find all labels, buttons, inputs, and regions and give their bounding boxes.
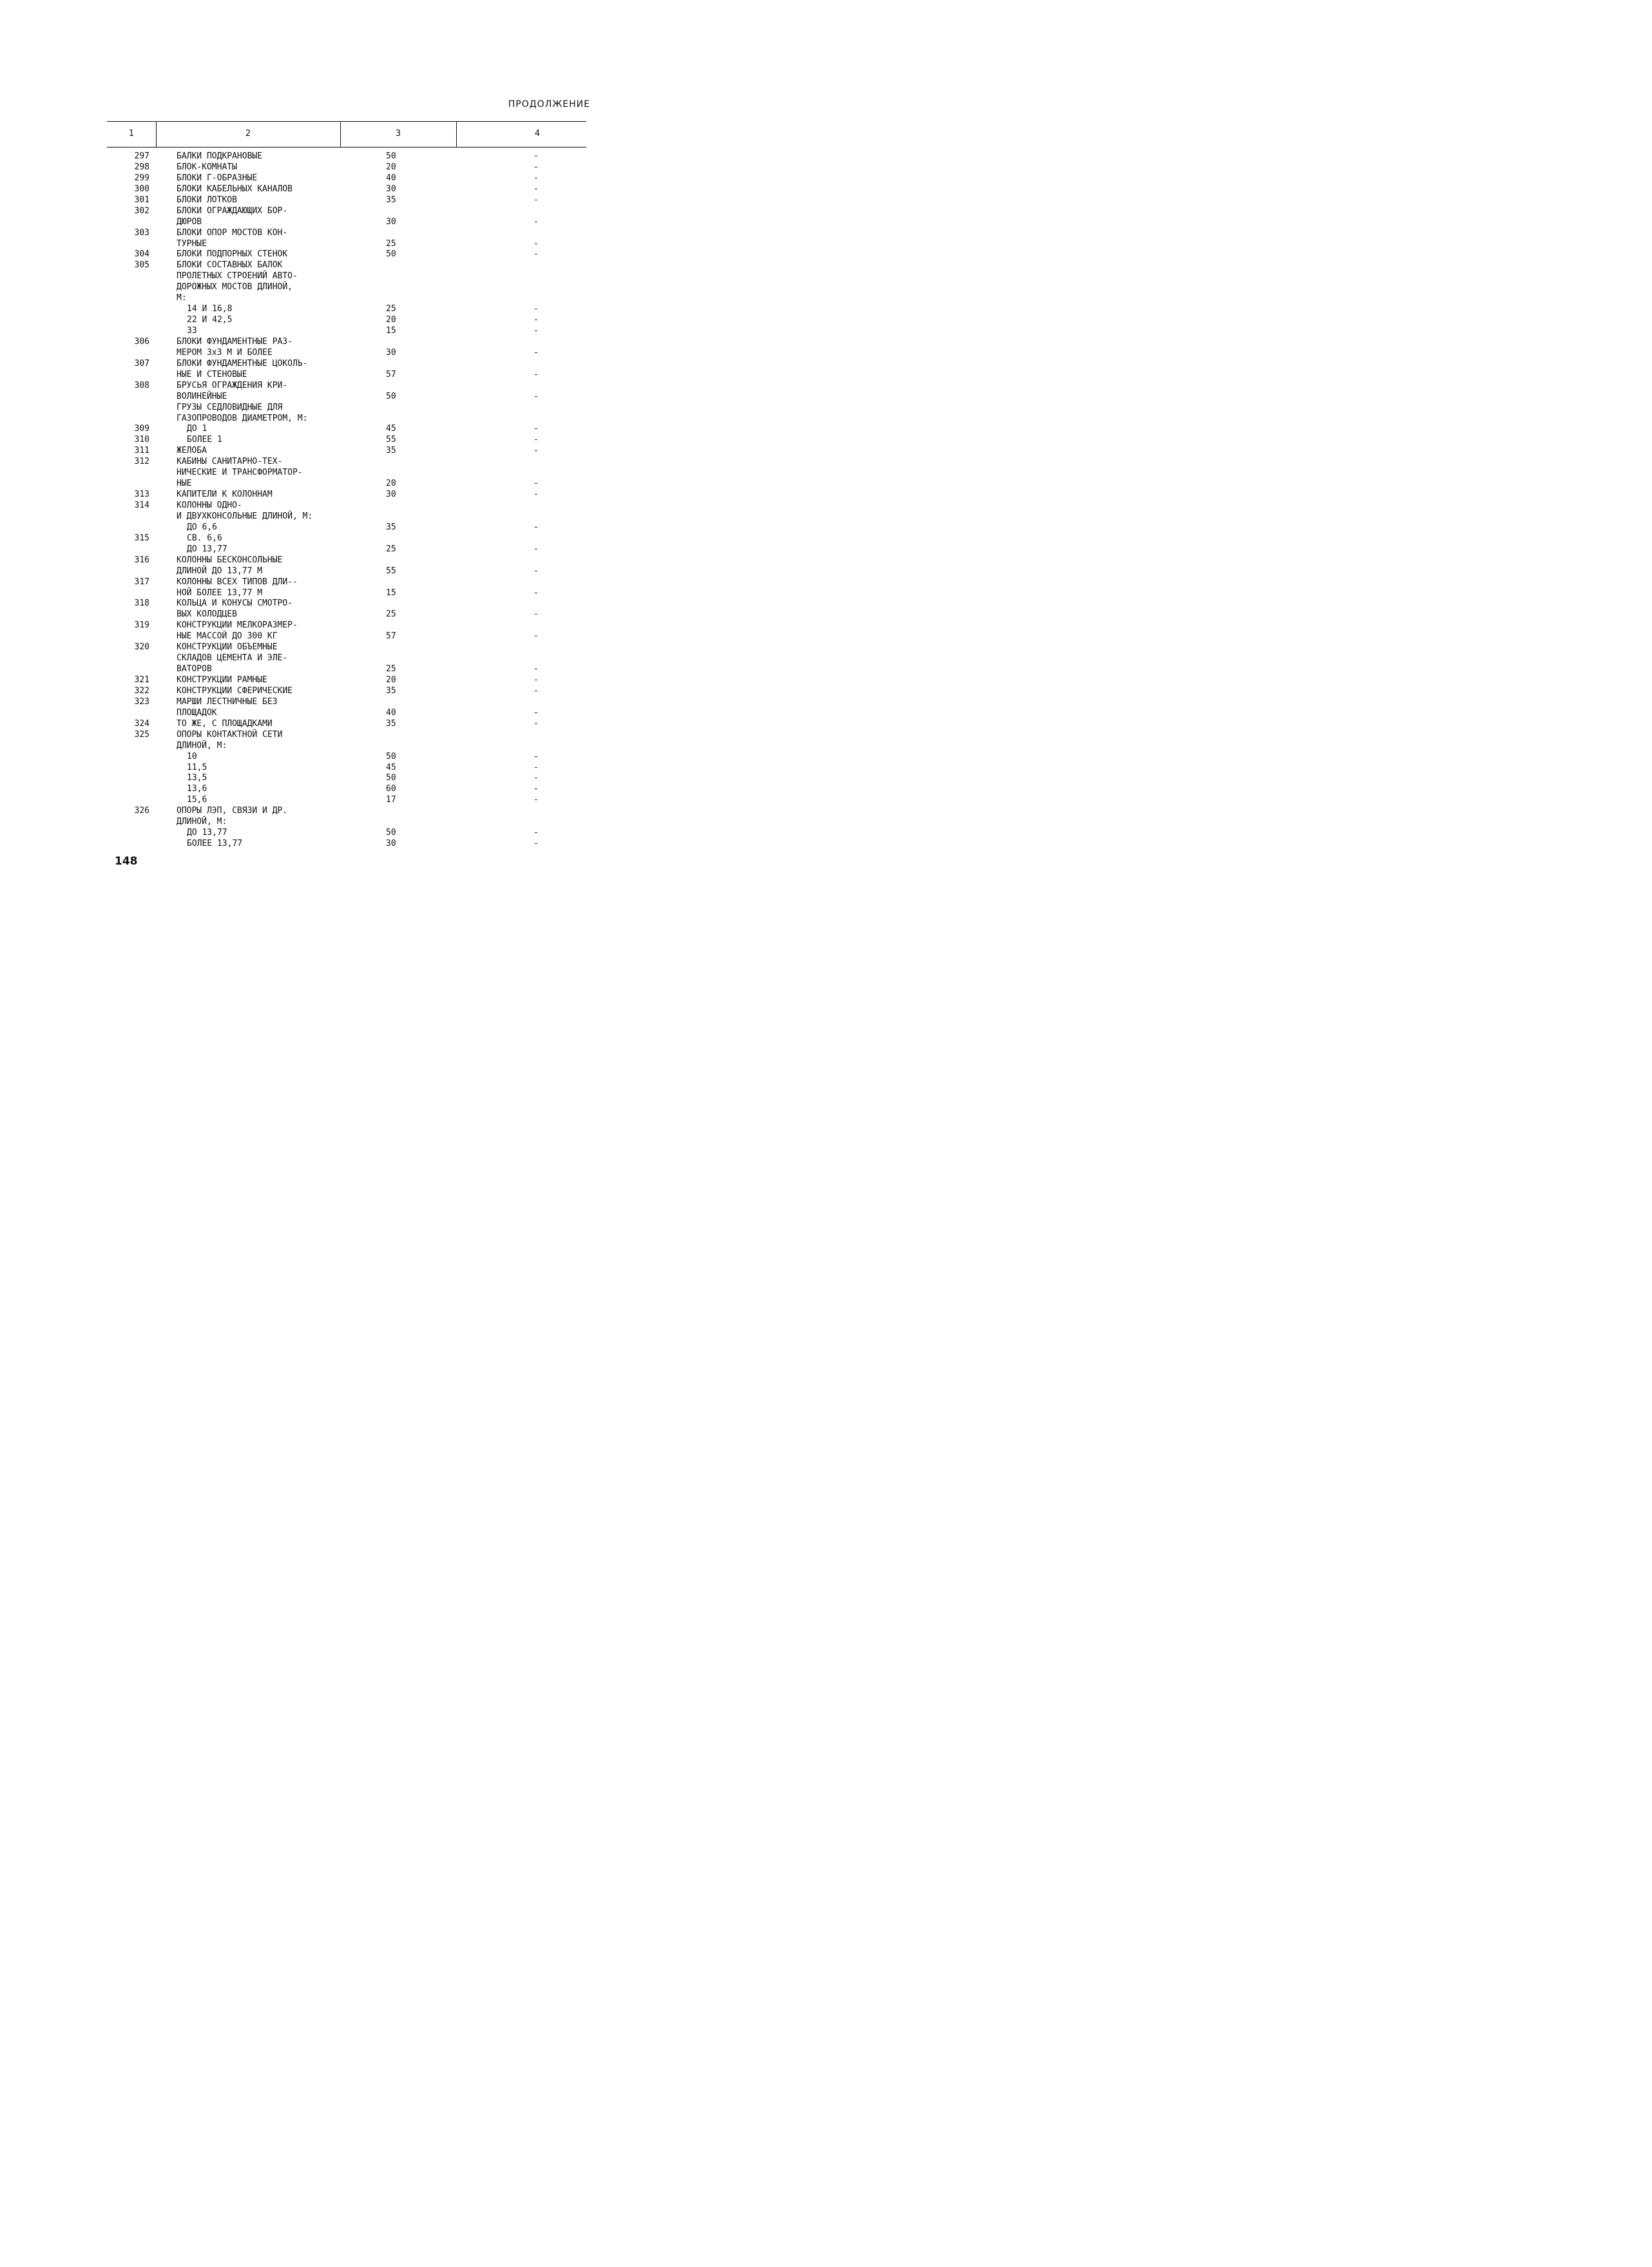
- row-description: ОПОРЫ КОНТАКТНОЙ СЕТИ: [177, 729, 283, 740]
- row-description: НЫЕ: [177, 479, 192, 489]
- row-mark: -: [533, 718, 539, 729]
- table-row: [0, 358, 735, 369]
- row-value: 30: [386, 839, 396, 849]
- row-description: М:: [177, 293, 187, 303]
- row-value: 35: [386, 718, 396, 729]
- row-value: 50: [386, 828, 396, 838]
- row-description: 13,6: [187, 784, 207, 794]
- row-mark: -: [533, 675, 539, 685]
- row-value: 25: [386, 304, 396, 314]
- table-row: [0, 783, 735, 794]
- table-row: [0, 838, 735, 849]
- row-mark: -: [533, 238, 539, 249]
- table-row: [0, 544, 735, 555]
- row-value: 50: [386, 773, 396, 783]
- row-number: 298: [134, 162, 149, 172]
- row-number: 305: [134, 260, 149, 271]
- row-description: БЛОКИ СОСТАВНЫХ БАЛОК: [177, 260, 283, 271]
- row-description: 13,5: [187, 773, 207, 783]
- row-mark: -: [533, 184, 539, 194]
- row-description: ЖЕЛОБА: [177, 446, 207, 456]
- header-col-3: 3: [395, 129, 401, 139]
- table-row: [0, 292, 735, 303]
- row-description: ДО 6,6: [187, 522, 217, 532]
- row-mark: -: [533, 784, 539, 794]
- row-mark: -: [533, 369, 539, 379]
- page-number: 148: [115, 855, 138, 868]
- row-number: 308: [134, 380, 149, 390]
- row-mark: -: [533, 544, 539, 554]
- table-row: [0, 816, 735, 827]
- row-number: 312: [134, 457, 149, 467]
- header-bottom-rule: [107, 147, 586, 148]
- row-description: ДЛИНОЙ, М:: [177, 740, 227, 751]
- row-description: ТУРНЫЕ: [177, 238, 207, 249]
- row-number: 322: [134, 685, 149, 696]
- row-number: 309: [134, 424, 149, 434]
- row-number: 303: [134, 227, 149, 238]
- row-value: 40: [386, 707, 396, 718]
- table-row: [0, 206, 735, 216]
- row-number: 307: [134, 358, 149, 368]
- table-row: [0, 674, 735, 685]
- row-number: 319: [134, 620, 149, 631]
- row-description: КАПИТЕЛИ К КОЛОННАМ: [177, 490, 273, 500]
- row-mark: -: [533, 839, 539, 849]
- row-description: ГРУЗЫ СЕДЛОВИДНЫЕ ДЛЯ: [177, 402, 283, 412]
- row-value: 50: [386, 391, 396, 401]
- table-row: [0, 577, 735, 588]
- table-row: [0, 380, 735, 391]
- row-number: 317: [134, 577, 149, 587]
- row-description: КОЛОННЫ ВСЕХ ТИПОВ ДЛИ--: [177, 577, 298, 587]
- row-value: 35: [386, 195, 396, 205]
- table-row: [0, 566, 735, 577]
- row-number: 299: [134, 173, 149, 183]
- table-row: [0, 762, 735, 773]
- table-row: [0, 653, 735, 664]
- row-description: КОНСТРУКЦИИ РАМНЫЕ: [177, 675, 267, 685]
- row-description: БРУСЬЯ ОГРАЖДЕНИЯ КРИ-: [177, 380, 288, 390]
- row-mark: -: [533, 347, 539, 358]
- row-description: ПЛОЩАДОК: [177, 707, 217, 718]
- table-row: [0, 391, 735, 402]
- row-description: 15,6: [187, 795, 207, 805]
- row-description: БЛОКИ ЛОТКОВ: [177, 195, 237, 205]
- table-row: [0, 522, 735, 533]
- row-value: 50: [386, 151, 396, 161]
- row-mark: -: [533, 588, 539, 598]
- row-number: 300: [134, 184, 149, 194]
- table-row: [0, 216, 735, 227]
- row-description: МАРШИ ЛЕСТНИЧНЫЕ БЕЗ: [177, 696, 278, 707]
- row-number: 297: [134, 151, 149, 161]
- row-number: 321: [134, 675, 149, 685]
- row-description: КОНСТРУКЦИИ ОБЪЕМНЫЕ: [177, 642, 278, 653]
- row-description: БЛОКИ ОГРАЖДАЮЩИХ БОР-: [177, 206, 288, 216]
- row-description: БЛОКИ ФУНДАМЕНТНЫЕ РАЗ-: [177, 336, 293, 347]
- row-value: 57: [386, 631, 396, 642]
- table-row: [0, 772, 735, 783]
- row-value: 35: [386, 522, 396, 532]
- row-mark: -: [533, 216, 539, 227]
- row-value: 57: [386, 369, 396, 379]
- table-row: [0, 423, 735, 434]
- row-description: ДО 1: [187, 424, 207, 434]
- table-row: [0, 369, 735, 380]
- row-number: 314: [134, 501, 149, 510]
- row-number: 320: [134, 642, 149, 653]
- table-row: [0, 478, 735, 489]
- row-description: 33: [187, 326, 197, 336]
- row-description: БЛОКИ КАБЕЛЬНЫХ КАНАЛОВ: [177, 184, 293, 194]
- table-row: [0, 282, 735, 292]
- table-row: [0, 533, 735, 544]
- row-number: 318: [134, 598, 149, 609]
- row-description: НИЧЕСКИЕ И ТРАНСФОРМАТОР-: [177, 468, 303, 478]
- table-row: [0, 511, 735, 522]
- row-number: 310: [134, 435, 149, 445]
- row-description: БЛОКИ Г-ОБРАЗНЫЕ: [177, 173, 258, 183]
- row-number: 313: [134, 490, 149, 500]
- table-row: [0, 260, 735, 271]
- row-value: 45: [386, 762, 396, 772]
- row-description: ДЛИНОЙ, М:: [177, 817, 227, 827]
- table-row: [0, 162, 735, 173]
- row-mark: -: [533, 424, 539, 434]
- row-mark: -: [533, 566, 539, 576]
- row-mark: -: [533, 315, 539, 325]
- continuation-label: ПРОДОЛЖЕНИЕ: [508, 99, 590, 110]
- table-row: [0, 751, 735, 762]
- row-mark: -: [533, 446, 539, 456]
- table-row: [0, 718, 735, 729]
- row-number: 304: [134, 249, 149, 260]
- row-description: КОНСТРУКЦИИ МЕЛКОРАЗМЕР-: [177, 620, 298, 631]
- row-description: ДЛИНОЙ ДО 13,77 М: [177, 566, 263, 576]
- row-number: 326: [134, 806, 149, 816]
- row-value: 50: [386, 751, 396, 761]
- row-description: ВЫХ КОЛОДЦЕВ: [177, 609, 237, 620]
- row-mark: -: [533, 795, 539, 805]
- row-description: КОНСТРУКЦИИ СФЕРИЧЕСКИЕ: [177, 685, 293, 696]
- table-row: [0, 598, 735, 609]
- row-description: КОЛЬЦА И КОНУСЫ СМОТРО-: [177, 598, 293, 609]
- row-number: 302: [134, 206, 149, 216]
- row-description: ПРОЛЕТНЫХ СТРОЕНИЙ АВТО-: [177, 271, 298, 282]
- row-description: ВАТОРОВ: [177, 664, 212, 674]
- row-value: 35: [386, 685, 396, 696]
- row-mark: -: [533, 707, 539, 718]
- table-row: [0, 740, 735, 751]
- row-number: 316: [134, 555, 149, 565]
- row-mark: -: [533, 609, 539, 620]
- document-page: [0, 0, 735, 1008]
- row-value: 25: [386, 544, 396, 554]
- row-description: ДО 13,77: [187, 828, 227, 838]
- table-row: [0, 827, 735, 838]
- row-description: КАБИНЫ САНИТАРНО-ТЕХ-: [177, 457, 283, 467]
- row-value: 55: [386, 435, 396, 445]
- table-row: [0, 707, 735, 718]
- row-mark: -: [533, 479, 539, 489]
- row-description: ДЮРОВ: [177, 216, 202, 227]
- table-row: [0, 249, 735, 260]
- table-row: [0, 467, 735, 478]
- row-value: 55: [386, 566, 396, 576]
- row-value: 20: [386, 479, 396, 489]
- row-value: 15: [386, 588, 396, 598]
- row-value: 40: [386, 173, 396, 183]
- row-value: 45: [386, 424, 396, 434]
- row-description: СВ. 6,6: [187, 533, 222, 543]
- row-number: 311: [134, 446, 149, 456]
- row-mark: -: [533, 664, 539, 674]
- row-mark: -: [533, 751, 539, 761]
- row-description: БЛОКИ ФУНДАМЕНТНЫЕ ЦОКОЛЬ-: [177, 358, 308, 368]
- row-value: 30: [386, 216, 396, 227]
- table-row: [0, 500, 735, 511]
- row-mark: -: [533, 762, 539, 772]
- row-description: ТО ЖЕ, С ПЛОЩАДКАМИ: [177, 718, 273, 729]
- row-mark: -: [533, 151, 539, 161]
- row-mark: -: [533, 173, 539, 183]
- row-number: 306: [134, 336, 149, 347]
- table-row: [0, 609, 735, 620]
- table-row: [0, 685, 735, 696]
- row-description: 22 И 42,5: [187, 315, 233, 325]
- row-value: 50: [386, 249, 396, 260]
- row-description: 10: [187, 751, 197, 761]
- table-row: [0, 434, 735, 445]
- row-description: ДО 13,77: [187, 544, 227, 554]
- row-number: 323: [134, 696, 149, 707]
- row-mark: -: [533, 326, 539, 336]
- row-mark: -: [533, 391, 539, 401]
- row-mark: -: [533, 828, 539, 838]
- table-row: [0, 303, 735, 314]
- row-number: 325: [134, 729, 149, 740]
- row-mark: -: [533, 490, 539, 500]
- table-row: [0, 184, 735, 195]
- row-mark: -: [533, 304, 539, 314]
- row-description: 11,5: [187, 762, 207, 772]
- row-value: 35: [386, 446, 396, 456]
- table-row: [0, 413, 735, 424]
- table-row: [0, 151, 735, 162]
- table-row: [0, 271, 735, 282]
- row-description: БОЛЕЕ 13,77: [187, 839, 243, 849]
- table-row: [0, 325, 735, 336]
- row-value: 20: [386, 162, 396, 172]
- table-row: [0, 227, 735, 238]
- table-row: [0, 664, 735, 674]
- table-row: [0, 402, 735, 413]
- row-description: БОЛЕЕ 1: [187, 435, 222, 445]
- row-mark: -: [533, 522, 539, 532]
- row-mark: -: [533, 249, 539, 260]
- header-col-4: 4: [534, 129, 541, 139]
- table-row: [0, 173, 735, 184]
- row-description: НЫЕ И СТЕНОВЫЕ: [177, 369, 247, 379]
- row-number: 301: [134, 195, 149, 205]
- row-description: 14 И 16,8: [187, 304, 233, 314]
- header-top-rule: [107, 121, 586, 122]
- table-row: [0, 794, 735, 805]
- row-description: БЛОКИ ПОДПОРНЫХ СТЕНОК: [177, 249, 288, 260]
- row-description: ОПОРЫ ЛЭП, СВЯЗИ И ДР.: [177, 806, 288, 816]
- row-value: 25: [386, 609, 396, 620]
- table-row: [0, 238, 735, 249]
- row-description: БЛОК-КОМНАТЫ: [177, 162, 237, 172]
- row-value: 20: [386, 675, 396, 685]
- row-description: КОЛОННЫ ОДНО-: [177, 501, 242, 510]
- row-value: 60: [386, 784, 396, 794]
- table-row: [0, 445, 735, 456]
- table-row: [0, 489, 735, 500]
- table-row: [0, 642, 735, 653]
- row-description: И ДВУХКОНСОЛЬНЫЕ ДЛИНОЙ, М:: [177, 511, 313, 521]
- row-value: 25: [386, 238, 396, 249]
- row-mark: -: [533, 773, 539, 783]
- row-number: 315: [134, 533, 149, 543]
- row-number: 324: [134, 718, 149, 729]
- table-row: [0, 620, 735, 631]
- row-description: БАЛКИ ПОДКРАНОВЫЕ: [177, 151, 263, 161]
- table-row: [0, 696, 735, 707]
- table-row: [0, 588, 735, 598]
- row-value: 17: [386, 795, 396, 805]
- table-row: [0, 805, 735, 816]
- row-mark: -: [533, 435, 539, 445]
- header-col-1: 1: [128, 129, 135, 139]
- table-row: [0, 314, 735, 325]
- row-mark: -: [533, 631, 539, 642]
- row-value: 20: [386, 315, 396, 325]
- table-row: [0, 347, 735, 358]
- table-row: [0, 631, 735, 642]
- table-row: [0, 195, 735, 206]
- row-value: 30: [386, 184, 396, 194]
- row-description: НЫЕ МАССОЙ ДО 300 КГ: [177, 631, 278, 642]
- row-mark: -: [533, 685, 539, 696]
- row-description: БЛОКИ ОПОР МОСТОВ КОН-: [177, 227, 288, 238]
- row-value: 15: [386, 326, 396, 336]
- row-description: КОЛОННЫ БЕСКОНСОЛЬНЫЕ: [177, 555, 283, 565]
- row-description: ВОЛИНЕЙНЫЕ: [177, 391, 227, 401]
- table-row: [0, 456, 735, 467]
- row-mark: -: [533, 195, 539, 205]
- table-row: [0, 555, 735, 566]
- row-mark: -: [533, 162, 539, 172]
- header-col-2: 2: [245, 129, 251, 139]
- table-row: [0, 729, 735, 740]
- table-body: [0, 151, 735, 849]
- row-description: ДОРОЖНЫХ МОСТОВ ДЛИНОЙ,: [177, 282, 293, 292]
- row-description: МЕРОМ 3x3 М И БОЛЕЕ: [177, 347, 273, 358]
- row-description: ГАЗОПРОВОДОВ ДИАМЕТРОМ, М:: [177, 413, 308, 423]
- row-value: 25: [386, 664, 396, 674]
- row-description: СКЛАДОВ ЦЕМЕНТА И ЭЛЕ-: [177, 653, 288, 664]
- table-row: [0, 336, 735, 347]
- row-description: НОЙ БОЛЕЕ 13,77 М: [177, 588, 263, 598]
- row-value: 30: [386, 347, 396, 358]
- row-value: 30: [386, 490, 396, 500]
